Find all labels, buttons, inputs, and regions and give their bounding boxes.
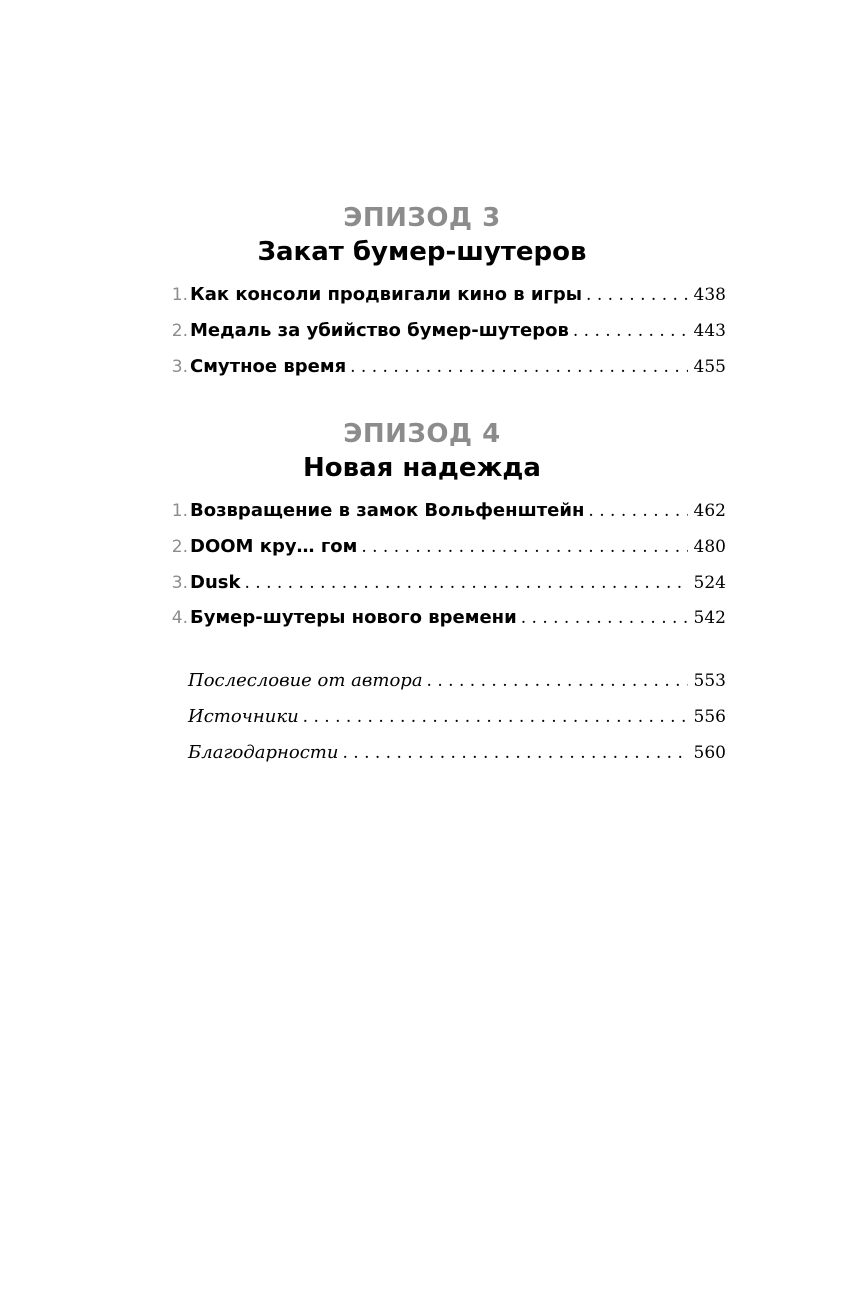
- page-number: 542: [693, 608, 726, 628]
- chapter-number: 1.: [171, 285, 188, 305]
- chapter-number: 3.: [171, 357, 188, 377]
- toc-entry-back-matter[interactable]: [188, 742, 726, 772]
- back-matter-title: Послесловие от автора: [188, 670, 423, 691]
- toc-entry[interactable]: [160, 607, 726, 637]
- dot-leader: [521, 608, 688, 628]
- page-number: 455: [693, 357, 726, 377]
- toc-entry[interactable]: [160, 536, 726, 566]
- page-number: 438: [693, 285, 726, 305]
- page-number: 480: [693, 537, 726, 557]
- dot-leader: [427, 671, 688, 691]
- page-number: 553: [693, 671, 726, 691]
- page-number: 462: [693, 501, 726, 521]
- toc-entry[interactable]: [160, 284, 726, 314]
- chapter-title: Dusk: [190, 572, 241, 593]
- chapter-title: Возвращение в замок Вольфенштейн: [190, 500, 585, 521]
- toc-entry[interactable]: [160, 356, 726, 386]
- chapter-title: Смутное время: [190, 356, 347, 377]
- dot-leader: [361, 537, 687, 557]
- back-matter-title: Источники: [188, 706, 299, 727]
- chapter-title: Бумер-шутеры нового времени: [190, 607, 517, 628]
- chapter-number: 4.: [171, 608, 188, 628]
- episode-title: Новая надежда: [303, 453, 541, 483]
- chapter-title: Как консоли продвигали кино в игры: [190, 284, 583, 305]
- chapter-number: 1.: [171, 501, 188, 521]
- page-number: 556: [693, 707, 726, 727]
- chapter-number: 2.: [171, 537, 188, 557]
- dot-leader: [350, 357, 687, 377]
- episode-label: ЭПИЗОД 4: [343, 419, 501, 449]
- chapter-title: DOOM кру… гом: [190, 536, 358, 557]
- dot-leader: [573, 321, 688, 341]
- chapter-number: 3.: [171, 573, 188, 593]
- episode-title: Закат бумер-шутеров: [257, 237, 587, 267]
- dot-leader: [244, 573, 687, 593]
- toc-entry[interactable]: [160, 320, 726, 350]
- page-number: 443: [693, 321, 726, 341]
- page-number: 560: [693, 743, 726, 763]
- toc-entry[interactable]: [160, 572, 726, 602]
- chapter-title: Медаль за убийство бумер-шутеров: [190, 320, 569, 341]
- toc-entry-back-matter[interactable]: [188, 670, 726, 700]
- dot-leader: [303, 707, 688, 727]
- toc-entry-back-matter[interactable]: [188, 706, 726, 736]
- dot-leader: [588, 501, 687, 521]
- chapter-number: 2.: [171, 321, 188, 341]
- back-matter-title: Благодарности: [188, 742, 339, 763]
- page-number: 524: [693, 573, 726, 593]
- dot-leader: [586, 285, 688, 305]
- dot-leader: [342, 743, 687, 763]
- episode-label: ЭПИЗОД 3: [343, 203, 501, 233]
- toc-entry[interactable]: [160, 500, 726, 530]
